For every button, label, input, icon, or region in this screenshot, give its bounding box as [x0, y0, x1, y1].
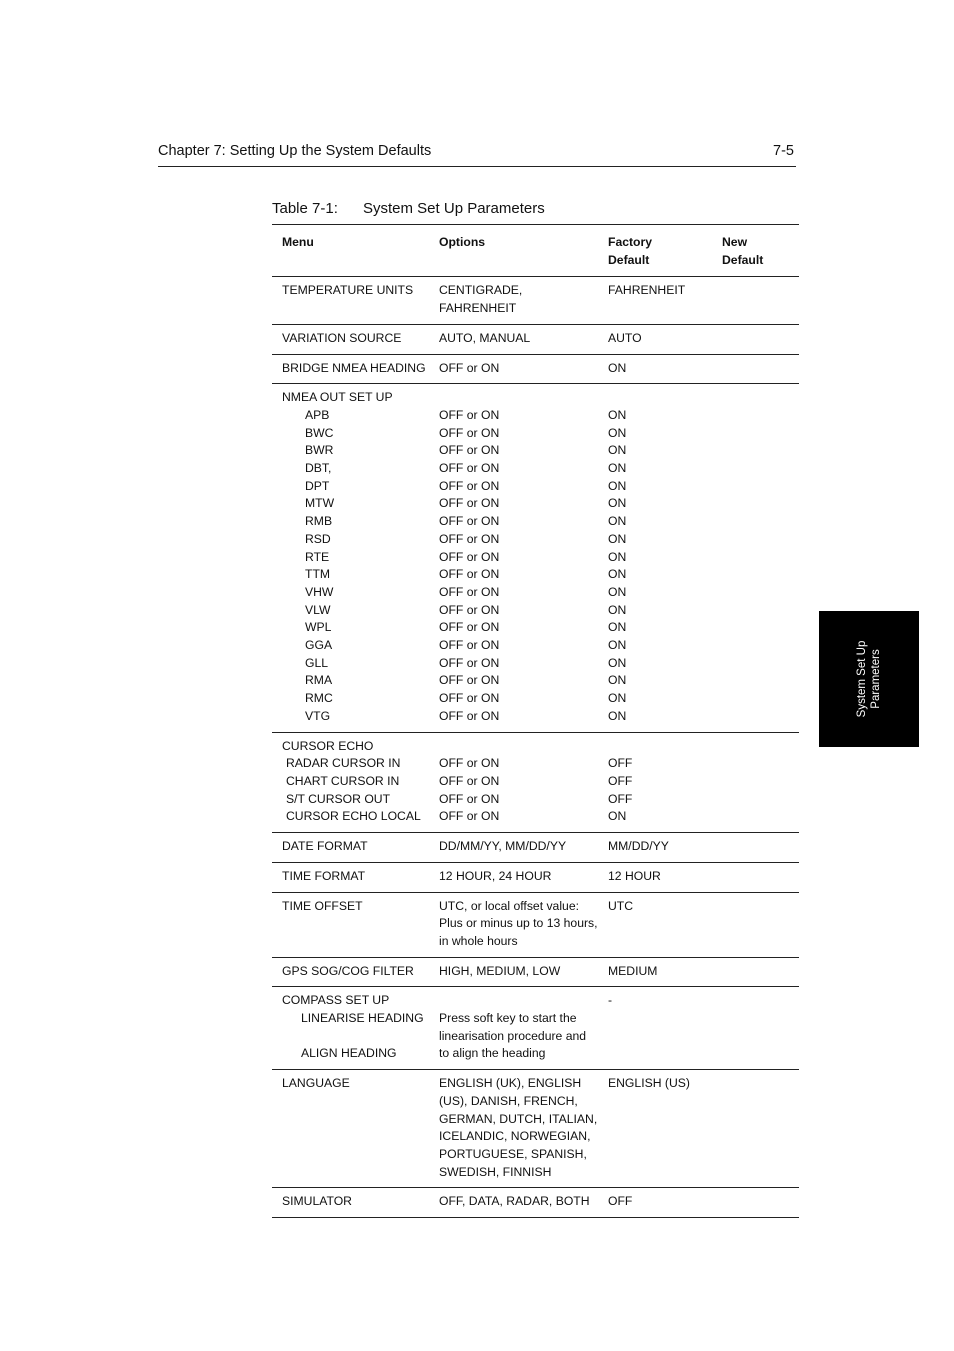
factory-default-cell: -	[598, 987, 712, 1070]
nmea-sentence-options: OFF or ON	[439, 584, 500, 599]
options-cell: HIGH, MEDIUM, LOW	[429, 957, 598, 987]
table-row	[272, 277, 799, 324]
options-cell: CENTIGRADE, FAHRENHEIT	[429, 277, 598, 324]
nmea-sentence-options: OFF or ON	[439, 549, 500, 564]
nmea-sentence-options: OFF or ON	[439, 443, 500, 458]
options-cell: AUTO, MANUAL	[429, 324, 598, 354]
section-thumb-tab	[819, 611, 919, 747]
new-default-cell	[712, 732, 799, 833]
nmea-sentence-default: ON	[608, 531, 627, 546]
factory-default-cell: OFF	[598, 1188, 712, 1218]
new-default-cell	[712, 987, 799, 1070]
chapter-title: Chapter 7: Setting Up the System Defaults	[158, 143, 432, 159]
table-row	[272, 732, 799, 833]
nmea-sentence-name: VLW	[305, 602, 331, 617]
cursor-echo-item-options: OFF or ON	[439, 809, 500, 824]
cursor-echo-item-default: OFF	[608, 791, 633, 806]
menu-cell: GPS SOG/COG FILTER	[272, 957, 429, 987]
table-row	[272, 1070, 799, 1188]
nmea-sentence-default: ON	[608, 691, 627, 706]
table-row	[272, 384, 799, 732]
nmea-sentence-default: ON	[608, 407, 627, 422]
table-row	[272, 987, 799, 1070]
nmea-sentence-options: OFF or ON	[439, 673, 500, 688]
nmea-sentence-default: ON	[608, 461, 627, 476]
nmea-sentence-options: OFF or ON	[439, 514, 500, 529]
options-cell: OFF, DATA, RADAR, BOTH	[429, 1188, 598, 1218]
nmea-sentence-options: OFF or ON	[439, 531, 500, 546]
nmea-sentence-options: OFF or ON	[439, 620, 500, 635]
table-title: System Set Up Parameters	[363, 200, 545, 217]
column-header-new-default: New Default	[712, 225, 799, 277]
cursor-echo-item-name: S/T CURSOR OUT	[286, 791, 391, 806]
nmea-sentence-name: RMA	[305, 673, 333, 688]
new-default-cell	[712, 277, 799, 324]
factory-default-cell: 12 HOUR	[598, 862, 712, 892]
nmea-sentence-default: ON	[608, 655, 627, 670]
nmea-sentence-default: ON	[608, 443, 627, 458]
nmea-sentence-default: ON	[608, 638, 627, 653]
table-row	[272, 833, 799, 863]
factory-default-cell: MM/DD/YY	[598, 833, 712, 863]
factory-default-cell: UTC	[598, 892, 712, 957]
cursor-echo-item-name: CURSOR ECHO LOCAL	[286, 809, 421, 824]
factory-default-cell: ON	[598, 354, 712, 384]
system-setup-parameters-table	[272, 224, 799, 1218]
options-cell: ENGLISH (UK), ENGLISH (US), DANISH, FRENCH, GERMAN, DUTCH, ITALIAN, ICELANDIC, NORWEGIAN, PORTUGUESE, SPANISH, SWEDISH, FINNISH	[429, 1070, 598, 1188]
nmea-sentence-name: DPT	[305, 478, 330, 493]
nmea-sentence-name: VHW	[305, 584, 334, 599]
table-row	[272, 324, 799, 354]
nmea-sentence-name: WPL	[305, 620, 332, 635]
new-default-cell	[712, 1188, 799, 1218]
nmea-sentence-name: RMB	[305, 514, 333, 529]
nmea-sentence-options: OFF or ON	[439, 708, 500, 723]
menu-cell: LANGUAGE	[272, 1070, 429, 1188]
table-row	[272, 1188, 799, 1218]
nmea-sentence-options: OFF or ON	[439, 691, 500, 706]
factory-default-cell	[598, 384, 712, 732]
section-tab-label: System Set Up Parameters	[856, 640, 882, 718]
table-row	[272, 892, 799, 957]
nmea-sentence-name: MTW	[305, 496, 335, 511]
nmea-sentence-name: BWR	[305, 443, 334, 458]
menu-cell: VARIATION SOURCE	[272, 324, 429, 354]
column-header-menu: Menu	[272, 225, 429, 277]
factory-default-cell: AUTO	[598, 324, 712, 354]
options-cell	[429, 732, 598, 833]
new-default-cell	[712, 1070, 799, 1188]
cursor-echo-item-default: OFF	[608, 773, 633, 788]
nmea-sentence-default: ON	[608, 708, 627, 723]
nmea-sentence-default: ON	[608, 549, 627, 564]
nmea-sentence-default: ON	[608, 584, 627, 599]
nmea-sentence-options: OFF or ON	[439, 461, 500, 476]
nmea-sentence-options: OFF or ON	[439, 407, 500, 422]
nmea-sentence-default: ON	[608, 425, 627, 440]
nmea-sentence-name: APB	[305, 407, 330, 422]
table-caption	[272, 199, 545, 218]
running-header	[158, 141, 796, 167]
menu-cell: TIME FORMAT	[272, 862, 429, 892]
table-row	[272, 354, 799, 384]
new-default-cell	[712, 354, 799, 384]
nmea-sentence-default: ON	[608, 602, 627, 617]
nmea-sentence-name: RMC	[305, 691, 333, 706]
options-cell: 12 HOUR, 24 HOUR	[429, 862, 598, 892]
factory-default-cell: MEDIUM	[598, 957, 712, 987]
menu-cell	[272, 732, 429, 833]
nmea-sentence-options: OFF or ON	[439, 655, 500, 670]
nmea-sentence-options: OFF or ON	[439, 478, 500, 493]
menu-cell	[272, 384, 429, 732]
new-default-cell	[712, 833, 799, 863]
cursor-echo-item-name: RADAR CURSOR IN	[286, 756, 401, 771]
nmea-sentence-options: OFF or ON	[439, 602, 500, 617]
cursor-echo-heading: CURSOR ECHO	[282, 738, 374, 753]
nmea-sentence-options: OFF or ON	[439, 567, 500, 582]
menu-cell: COMPASS SET UP LINEARISE HEADING ALIGN HEADING	[272, 987, 429, 1070]
cursor-echo-item-name: CHART CURSOR IN	[286, 773, 400, 788]
nmea-sentence-options: OFF or ON	[439, 638, 500, 653]
nmea-sentence-default: ON	[608, 496, 627, 511]
factory-default-cell: ENGLISH (US)	[598, 1070, 712, 1188]
cursor-echo-item-default: OFF	[608, 756, 633, 771]
nmea-sentence-name: TTM	[305, 567, 331, 582]
options-cell: DD/MM/YY, MM/DD/YY	[429, 833, 598, 863]
nmea-sentence-name: BWC	[305, 425, 334, 440]
nmea-sentence-options: OFF or ON	[439, 425, 500, 440]
nmea-sentence-default: ON	[608, 673, 627, 688]
table-header-row	[272, 225, 799, 277]
nmea-sentence-name: GGA	[305, 638, 333, 653]
new-default-cell	[712, 862, 799, 892]
table-number: Table 7-1:	[272, 200, 338, 217]
options-cell: OFF or ON	[429, 354, 598, 384]
nmea-sentence-default: ON	[608, 514, 627, 529]
nmea-sentence-default: ON	[608, 567, 627, 582]
nmea-sentence-name: VTG	[305, 708, 331, 723]
cursor-echo-item-options: OFF or ON	[439, 773, 500, 788]
options-cell: UTC, or local offset value: Plus or minus up to 13 hours, in whole hours	[429, 892, 598, 957]
new-default-cell	[712, 957, 799, 987]
nmea-sentence-name: RTE	[305, 549, 330, 564]
new-default-cell	[712, 384, 799, 732]
options-cell	[429, 384, 598, 732]
nmea-sentence-name: RSD	[305, 531, 331, 546]
nmea-sentence-default: ON	[608, 478, 627, 493]
options-cell: Press soft key to start the linearisation procedure and to align the heading	[429, 987, 598, 1070]
table-row	[272, 862, 799, 892]
nmea-sentence-name: GLL	[305, 655, 329, 670]
page-number: 7-5	[773, 143, 794, 159]
nmea-sentence-default: ON	[608, 620, 627, 635]
cursor-echo-item-default: ON	[608, 809, 627, 824]
factory-default-cell	[598, 732, 712, 833]
nmea-out-heading: NMEA OUT SET UP	[282, 390, 393, 405]
new-default-cell	[712, 324, 799, 354]
table-row	[272, 957, 799, 987]
menu-cell: TIME OFFSET	[272, 892, 429, 957]
factory-default-cell: FAHRENHEIT	[598, 277, 712, 324]
cursor-echo-item-options: OFF or ON	[439, 791, 500, 806]
column-header-factory-default: Factory Default	[598, 225, 712, 277]
menu-cell: SIMULATOR	[272, 1188, 429, 1218]
nmea-sentence-options: OFF or ON	[439, 496, 500, 511]
cursor-echo-item-options: OFF or ON	[439, 756, 500, 771]
nmea-sentence-name: DBT,	[305, 461, 332, 476]
menu-cell: DATE FORMAT	[272, 833, 429, 863]
new-default-cell	[712, 892, 799, 957]
menu-cell: BRIDGE NMEA HEADING	[272, 354, 429, 384]
column-header-options: Options	[429, 225, 598, 277]
menu-cell: TEMPERATURE UNITS	[272, 277, 429, 324]
